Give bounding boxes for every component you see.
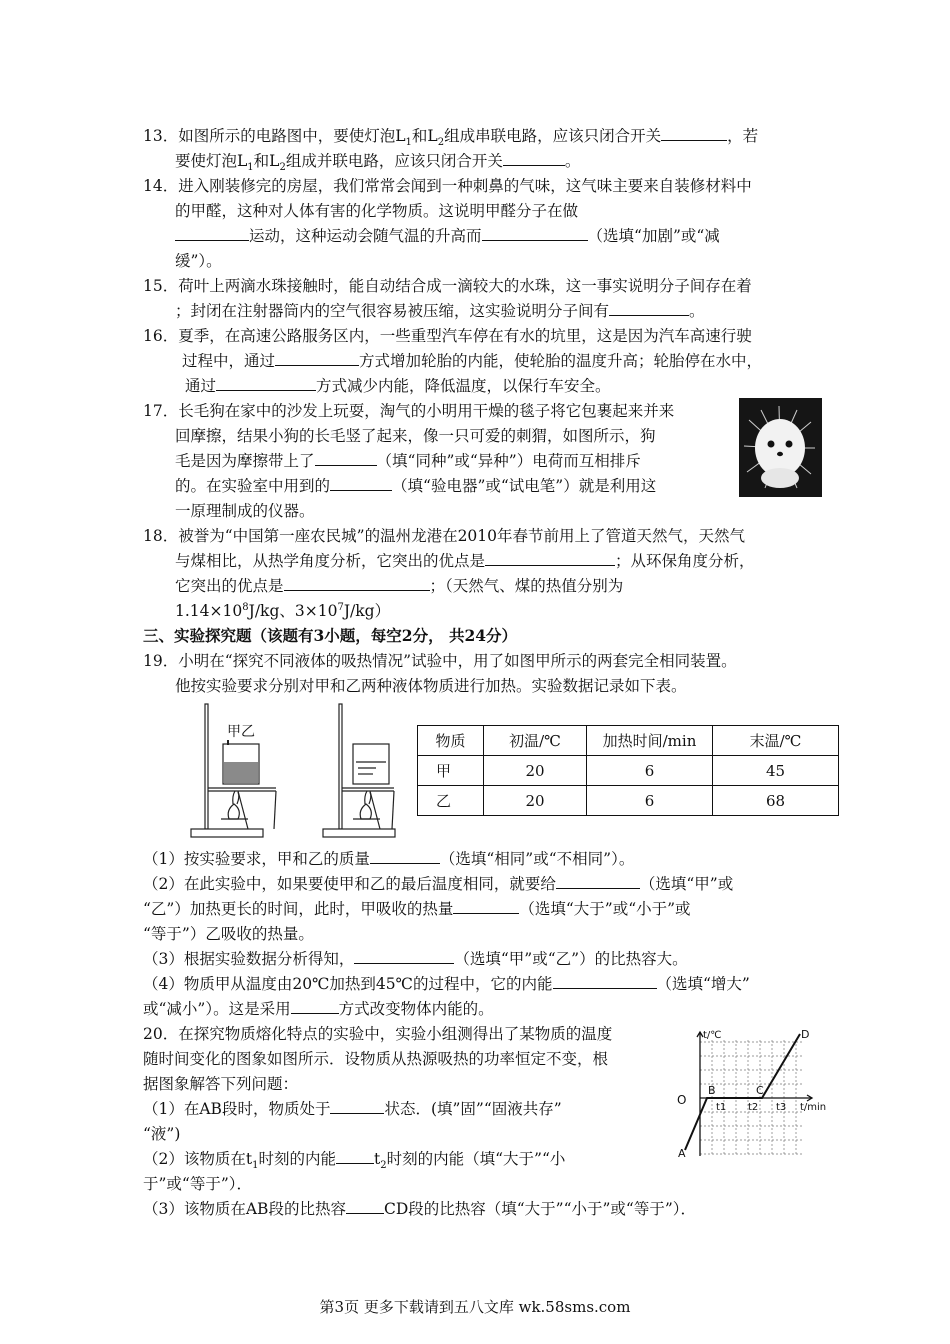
answer-blank[interactable] (336, 1149, 374, 1164)
q19-part4: （4）物质甲从温度由20℃加热到45℃的过程中，它的内能 （选填“增大” (143, 975, 750, 993)
q15-line1: 15．荷叶上两滴水珠接触时，能自动结合成一滴较大的水珠，这一事实说明分子间存在着 (143, 277, 752, 295)
graph-curve (685, 1034, 800, 1150)
q19-part4-cont: 或“减小”）。这是采用 方式改变物体内能的。 (143, 1000, 494, 1018)
answer-blank[interactable] (346, 1199, 384, 1214)
temperature-time-graph (672, 1024, 840, 1164)
answer-blank[interactable] (291, 999, 339, 1014)
q17-line2: 回摩擦，结果小狗的长毛竖了起来，像一只可爱的刺猬，如图所示，狗 (175, 427, 656, 445)
answer-blank[interactable] (275, 351, 359, 366)
page-footer: 第3页 更多下载请到五八文库 wk.58sms.com (319, 1298, 631, 1316)
q17-line5: 一原理制成的仪器。 (175, 502, 315, 520)
q14-line4: 缓”）。 (175, 252, 222, 270)
graph-ylabel: t/℃ (703, 1030, 722, 1041)
table-row (418, 756, 839, 786)
answer-blank[interactable] (284, 576, 430, 591)
q19-line2: 他按实验要求分别对甲和乙两种液体物质进行加热。实验数据记录如下表。 (175, 677, 687, 695)
q17-line1: 17．长毛狗在家中的沙发上玩耍，淘气的小明用干燥的毯子将它包裹起来并来 (143, 402, 675, 420)
point-label: B (708, 1084, 716, 1097)
section-heading: 三、实验探究题（该题有3小题，每空2分， 共24分） (143, 626, 518, 645)
table-cell: 乙 (418, 786, 484, 816)
q16-line1: 16．夏季，在高速公路服务区内，一些重型汽车停在有水的坑里，这是因为汽车高速行驶 (143, 327, 752, 345)
q17-line3: 毛是因为摩擦带上了 （填“同种”或“异种”）电荷而互相排斥 (175, 452, 641, 470)
q19-line1: 19．小明在“探究不同液体的吸热情况”试验中，用了如图甲所示的两套完全相同装置。 (143, 652, 737, 670)
q20-line2: 随时间变化的图象如图所示．设物质从热源吸热的功率恒定不变，根 (143, 1050, 609, 1068)
table-cell: 68 (713, 786, 839, 816)
q14-line3: 运动，这种运动会随气温的升高而 （选填“加剧”或“减 (175, 226, 720, 246)
answer-blank[interactable] (485, 551, 615, 566)
data-table (417, 725, 839, 816)
answer-blank[interactable] (482, 226, 588, 241)
answer-blank[interactable] (330, 1099, 384, 1114)
answer-blank[interactable] (609, 301, 689, 316)
q15-line2: ；封闭在注射器筒内的空气很容易被压缩，这实验说明分子间有 。 (175, 302, 705, 320)
q19-part3: （3）根据实验数据分析得知， （选填“甲”或“乙”）的比热容大。 (143, 950, 688, 968)
answer-blank[interactable] (354, 949, 454, 964)
graph-xlabel: t/min (800, 1102, 827, 1113)
answer-blank[interactable] (315, 451, 377, 466)
table-cell: 20 (484, 756, 587, 786)
tick-label: t3 (776, 1102, 787, 1113)
figure-label: 甲乙 (227, 724, 255, 740)
point-label: C (756, 1084, 764, 1097)
table-cell: 20 (484, 786, 587, 816)
q18-line1: 18．被誉为“中国第一座农民城”的温州龙港在2010年春节前用上了管道天然气，天然气 (143, 527, 746, 545)
q19-part1: （1）按实验要求，甲和乙的质量 （选填“相同”或“不相同”）。 (143, 850, 635, 868)
q20-part1-cont: “液”) (143, 1125, 181, 1143)
table-header: 末温/℃ (713, 726, 839, 756)
answer-blank[interactable] (175, 226, 249, 241)
q13-line1: 13．如图所示的电路图中，要使灯泡$L_1$和$L_2$组成串联电路，应该只闭合开关 ，若 (143, 127, 759, 149)
table-cell: 45 (713, 756, 839, 786)
q19-part2-end: “等于”）乙吸收的热量。 (143, 925, 314, 943)
q20-part2: （2）该物质在$t_1$时刻的内能 $t_2$时刻的内能（填“大于”“小 (143, 1150, 566, 1172)
table-header: 加热时间/min (587, 726, 713, 756)
table-cell: 6 (587, 756, 713, 786)
q18-line3: 它突出的优点是 ；（天然气、煤的热值分别为 (175, 577, 624, 595)
answer-blank[interactable] (330, 476, 392, 491)
table-row (418, 786, 839, 816)
tick-label: t2 (748, 1102, 759, 1113)
q17-line4: 的。在实验室中用到的 （填“验电器”或“试电笔”）就是利用这 (175, 477, 657, 495)
point-label: D (801, 1028, 810, 1041)
q20-part2-end: 于”或“等于”）． (143, 1175, 253, 1193)
heating-apparatus-figure (188, 700, 402, 845)
q19-part2-cont: “乙”）加热更长的时间，此时，甲吸收的热量 （选填“大于”或“小于”或 (143, 900, 691, 918)
q20-part3: （3）该物质在AB段的比热容 CD段的比热容（填“大于”“小于”或“等于”）． (143, 1200, 697, 1218)
answer-blank[interactable] (453, 899, 519, 914)
table-cell: 甲 (418, 756, 484, 786)
table-header: 初温/℃ (484, 726, 587, 756)
answer-blank[interactable] (661, 126, 727, 141)
q20-line1: 20．在探究物质熔化特点的实验中，实验小组测得出了某物质的温度 (143, 1025, 613, 1043)
dog-photo (739, 398, 822, 497)
tick-label: t1 (716, 1102, 727, 1113)
answer-blank[interactable] (503, 151, 565, 166)
q16-line2: 过程中，通过 方式增加轮胎的内能，使轮胎的温度升高；轮胎停在水中， (182, 352, 763, 370)
answer-blank[interactable] (553, 974, 657, 989)
q14-line2: 的甲醛，这种对人体有害的化学物质。这说明甲醛分子在做 (175, 202, 579, 220)
q19-part2: （2）在此实验中，如果要使甲和乙的最后温度相同，就要给 （选填“甲”或 (143, 875, 734, 893)
table-header: 物质 (418, 726, 484, 756)
q16-line3: 通过 方式减少内能，降低温度，以保行车安全。 (185, 377, 611, 395)
q13-line2: 要使灯泡$L_1$和$L_2$组成并联电路，应该只闭合开关 。 (175, 152, 581, 174)
answer-blank[interactable] (556, 874, 640, 889)
point-label: A (678, 1147, 686, 1160)
q18-line4: $1.14\times 10^8J/kg$、$3\times 10^7J/kg$） (175, 601, 391, 620)
answer-blank[interactable] (370, 849, 440, 864)
answer-blank[interactable] (216, 376, 316, 391)
table-header-row (418, 726, 839, 756)
q20-part1: （1）在AB段时，物质处于 状态．(填”固”“固液共存” (143, 1100, 562, 1118)
q20-line3: 据图象解答下列问题： (143, 1075, 299, 1093)
graph-origin: O (677, 1093, 687, 1107)
q14-line1: 14．进入刚装修完的房屋，我们常常会闻到一种刺鼻的气味，这气味主要来自装修材料中 (143, 177, 752, 195)
table-cell: 6 (587, 786, 713, 816)
q18-line2: 与煤相比，从热学角度分析，它突出的优点是 ；从环保角度分析， (175, 552, 755, 570)
